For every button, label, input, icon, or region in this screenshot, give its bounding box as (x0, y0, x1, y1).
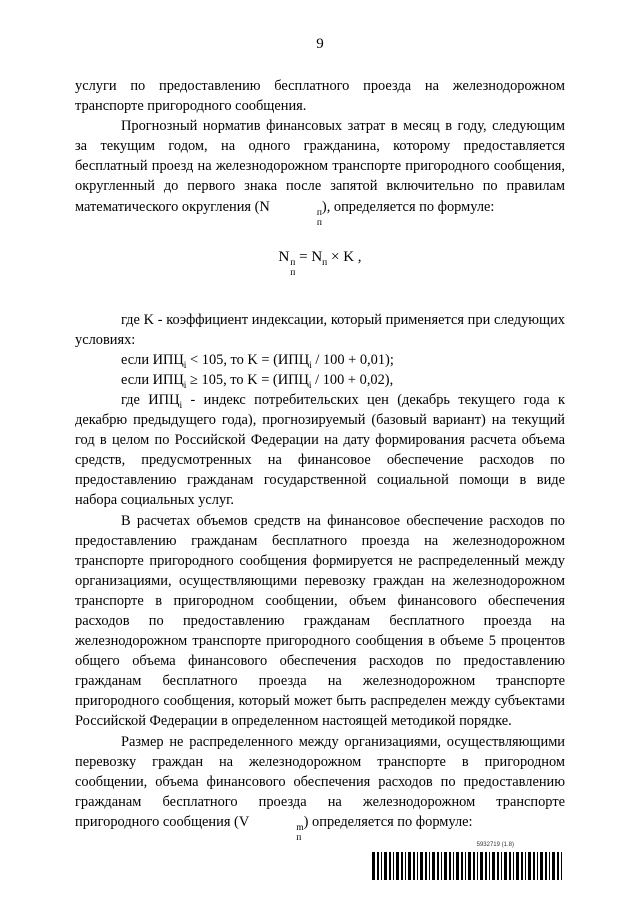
formula-1: N п п = $N_п \times K$ , (278, 248, 362, 278)
paragraph-4: где $ИПЦ_i$ - индекс потребительских цен (декабрь текущего года к декабрю предыдущего года), прогнозируемый (базовый вариант) на текущий год в целом по Российской Федерации на дату формирования расчета объема средств, предусмотренных на финансовое обеспечение расходов по предоставлению гражданам государственной социальной помощи в виде набора социальных услуг. (75, 391, 566, 509)
paragraph-6: Размер не распределенного между организациями, осуществляющими перевозку граждан на железнодорожном транспорте в пригородном сообщении, объема финансового обеспечения расходов по предоставлению гражданам бесплатного проезда на железнодорожном транспорте пригородного сообщения (V m п ) определяется по формуле: (75, 733, 565, 843)
paragraph-2 (75, 116, 565, 227)
symbol-n-pp: N п п (259, 198, 322, 228)
barcode-number: 5932719 (1.8) (476, 842, 514, 848)
condition-1: если $ИПЦ_i < 105$, то $K = (ИПЦ_i / 100 + 0,01)$; (121, 351, 394, 371)
paragraph-5: В расчетах объемов средств на финансовое обеспечение расходов по предоставлению гражданам бесплатного проезда на железнодорожном транспорте пригородного сообщения формируется не распределенный между организациями, осуществляющими перевозку граждан на железнодорожном транспорте в пригородном сообщении, объем финансового обеспечения расходов по предоставлению гражданам бесплатного проезда на железнодорожном транспорте пригородного сообщения в объеме 5 процентов общего объема финансового обеспечения расходов по предоставлению гражданам бесплатного проезда на железнодорожном транспорте пригородного сообщения, который может быть распределен между субъектами Российской Федерации в определенном настоящей методикой порядке. (75, 512, 565, 730)
barcode (372, 852, 566, 880)
condition-2: если $ИПЦ_i \ge 105$, то $K = (ИПЦ_i / 100 + 0,02)$, (121, 371, 394, 391)
p2-text: Прогнозный норматив финансовых затрат в месяц в году, следующим за текущим годом, на одного гражданина, которому предоставляется бесплатный проезд на железнодорожном транспорте пригородного сообщения, округленный до первого знака после запятой включительно по правилам математического округления ( (75, 118, 565, 215)
page-number: 9 (316, 36, 324, 52)
paragraph-1: услуги по предоставлению бесплатного проезда на железнодорожном транспорте пригородного сообщения. (75, 78, 565, 115)
paragraph-3: где K - коэффициент индексации, который применяется при следующих условиях: (75, 311, 565, 348)
barcode-area (372, 842, 566, 882)
symbol-v-mp: V m п (238, 813, 304, 843)
document-body (75, 76, 565, 843)
p2-text-end: ), определяется по формуле: (321, 198, 495, 215)
